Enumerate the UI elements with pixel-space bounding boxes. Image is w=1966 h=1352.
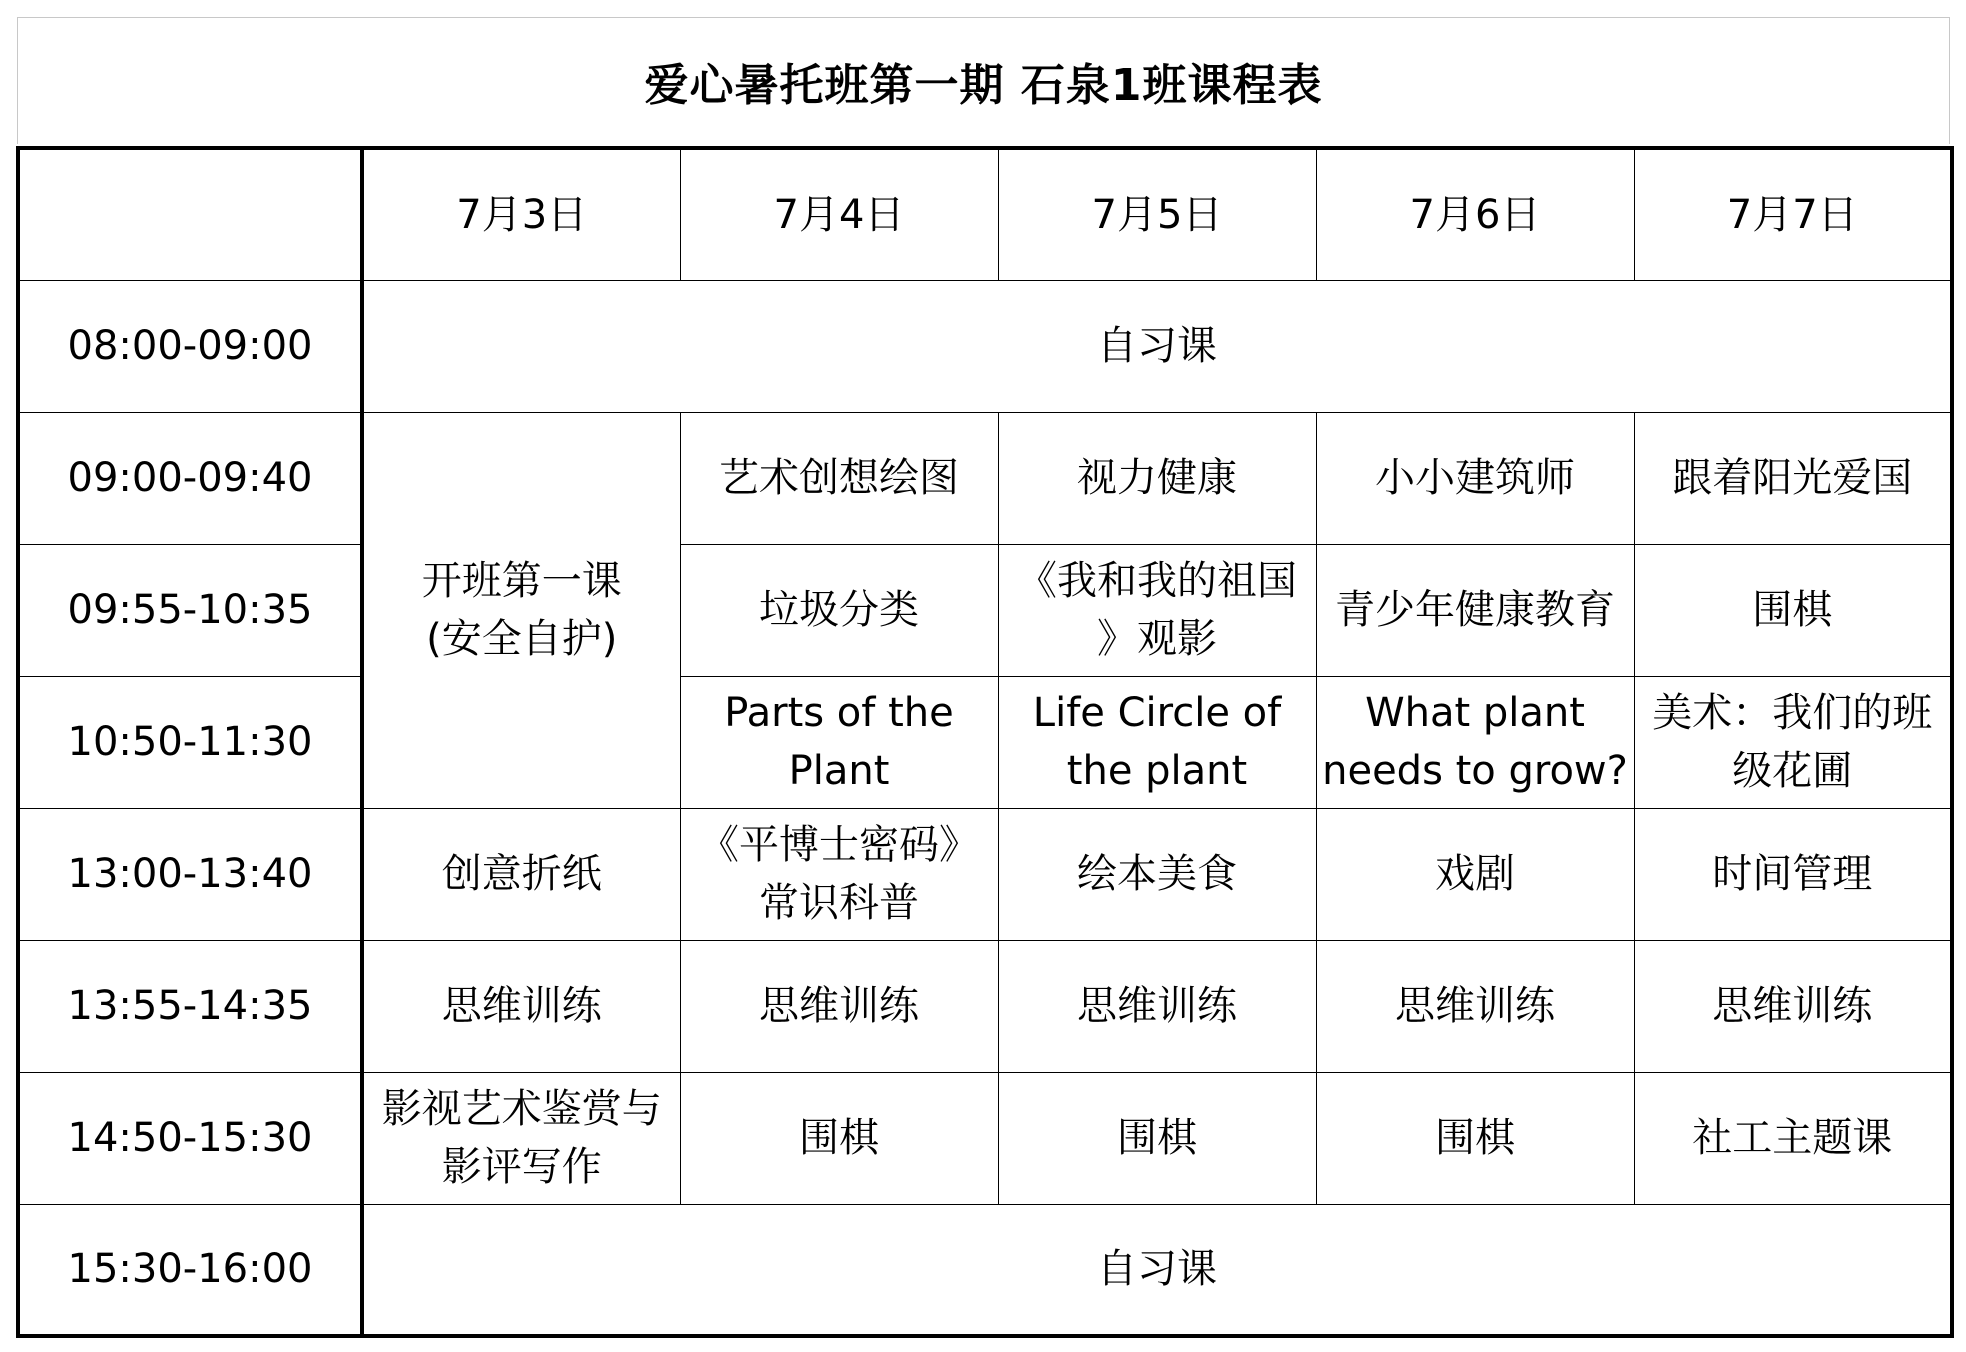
course-cell: 小小建筑师: [1316, 412, 1634, 544]
course-cell: 时间管理: [1634, 808, 1952, 940]
schedule-row: [18, 808, 1952, 940]
time-cell: 14:50-15:30: [18, 1072, 362, 1204]
course-cell: 跟着阳光爱国: [1634, 412, 1952, 544]
date-header: 7月7日: [1634, 148, 1952, 280]
course-cell: 围棋: [680, 1072, 998, 1204]
course-line: 《我和我的祖国: [1017, 558, 1297, 604]
time-cell: 09:00-09:40: [18, 412, 362, 544]
course-cell: 绘本美食: [998, 808, 1316, 940]
course-line: Plant: [788, 748, 890, 794]
course-cell: [680, 676, 998, 808]
course-cell: 思维训练: [1316, 940, 1634, 1072]
course-cell: 视力健康: [998, 412, 1316, 544]
time-cell: 09:55-10:35: [18, 544, 362, 676]
self-study-cell: 自习课: [362, 1204, 1952, 1336]
course-cell: 围棋: [1316, 1072, 1634, 1204]
course-line: needs to grow?: [1322, 748, 1628, 794]
course-line: Life Circle of: [1032, 690, 1282, 736]
course-cell: 围棋: [1634, 544, 1952, 676]
course-cell: [1316, 676, 1634, 808]
course-line: the plant: [1066, 748, 1248, 794]
course-cell: 思维训练: [998, 940, 1316, 1072]
header-row: [18, 148, 1952, 280]
date-header: 7月5日: [998, 148, 1316, 280]
corner-cell: [18, 148, 362, 280]
course-cell: 垃圾分类: [680, 544, 998, 676]
course-line: 开班第一课: [421, 558, 622, 604]
date-header: 7月4日: [680, 148, 998, 280]
course-cell: 社工主题课: [1634, 1072, 1952, 1204]
course-cell: 思维训练: [1634, 940, 1952, 1072]
course-cell: 创意折纸: [362, 808, 680, 940]
course-line: 《平博士密码》: [699, 822, 979, 868]
title-box: [17, 17, 1950, 144]
course-line: 》观影: [1097, 616, 1217, 662]
schedule-table: [16, 146, 1954, 1338]
schedule-row: [18, 280, 1952, 412]
schedule-row: [18, 676, 1952, 808]
course-line: 影评写作: [441, 1144, 602, 1190]
schedule-row: [18, 940, 1952, 1072]
schedule-row: [18, 1072, 1952, 1204]
self-study-cell: 自习课: [362, 280, 1952, 412]
date-header: 7月6日: [1316, 148, 1634, 280]
course-cell: 艺术创想绘图: [680, 412, 998, 544]
course-line: 影视艺术鉴赏与: [381, 1086, 662, 1132]
course-line: 级花圃: [1732, 748, 1853, 794]
course-cell: [362, 1072, 680, 1204]
date-header: 7月3日: [362, 148, 680, 280]
opening-class-cell: [362, 412, 680, 808]
time-cell: 13:00-13:40: [18, 808, 362, 940]
course-line: 美术：我们的班: [1652, 690, 1933, 736]
time-cell: 15:30-16:00: [18, 1204, 362, 1336]
course-cell: [680, 808, 998, 940]
time-cell: 13:55-14:35: [18, 940, 362, 1072]
course-cell: 戏剧: [1316, 808, 1634, 940]
schedule-row: [18, 544, 1952, 676]
course-cell: 围棋: [998, 1072, 1316, 1204]
page-title: 爱心暑托班第一期 石泉1班课程表: [644, 60, 1323, 111]
course-cell: [998, 544, 1316, 676]
course-cell: [998, 676, 1316, 808]
course-cell: 青少年健康教育: [1316, 544, 1634, 676]
time-cell: 10:50-11:30: [18, 676, 362, 808]
course-line: Parts of the: [724, 690, 954, 736]
course-cell: [1634, 676, 1952, 808]
course-cell: 思维训练: [680, 940, 998, 1072]
schedule-row: [18, 412, 1952, 544]
course-line: 常识科普: [759, 880, 919, 926]
course-line: What plant: [1365, 690, 1585, 736]
course-cell: 思维训练: [362, 940, 680, 1072]
time-cell: 08:00-09:00: [18, 280, 362, 412]
course-line: (安全自护): [426, 616, 618, 662]
schedule-row: [18, 1204, 1952, 1336]
